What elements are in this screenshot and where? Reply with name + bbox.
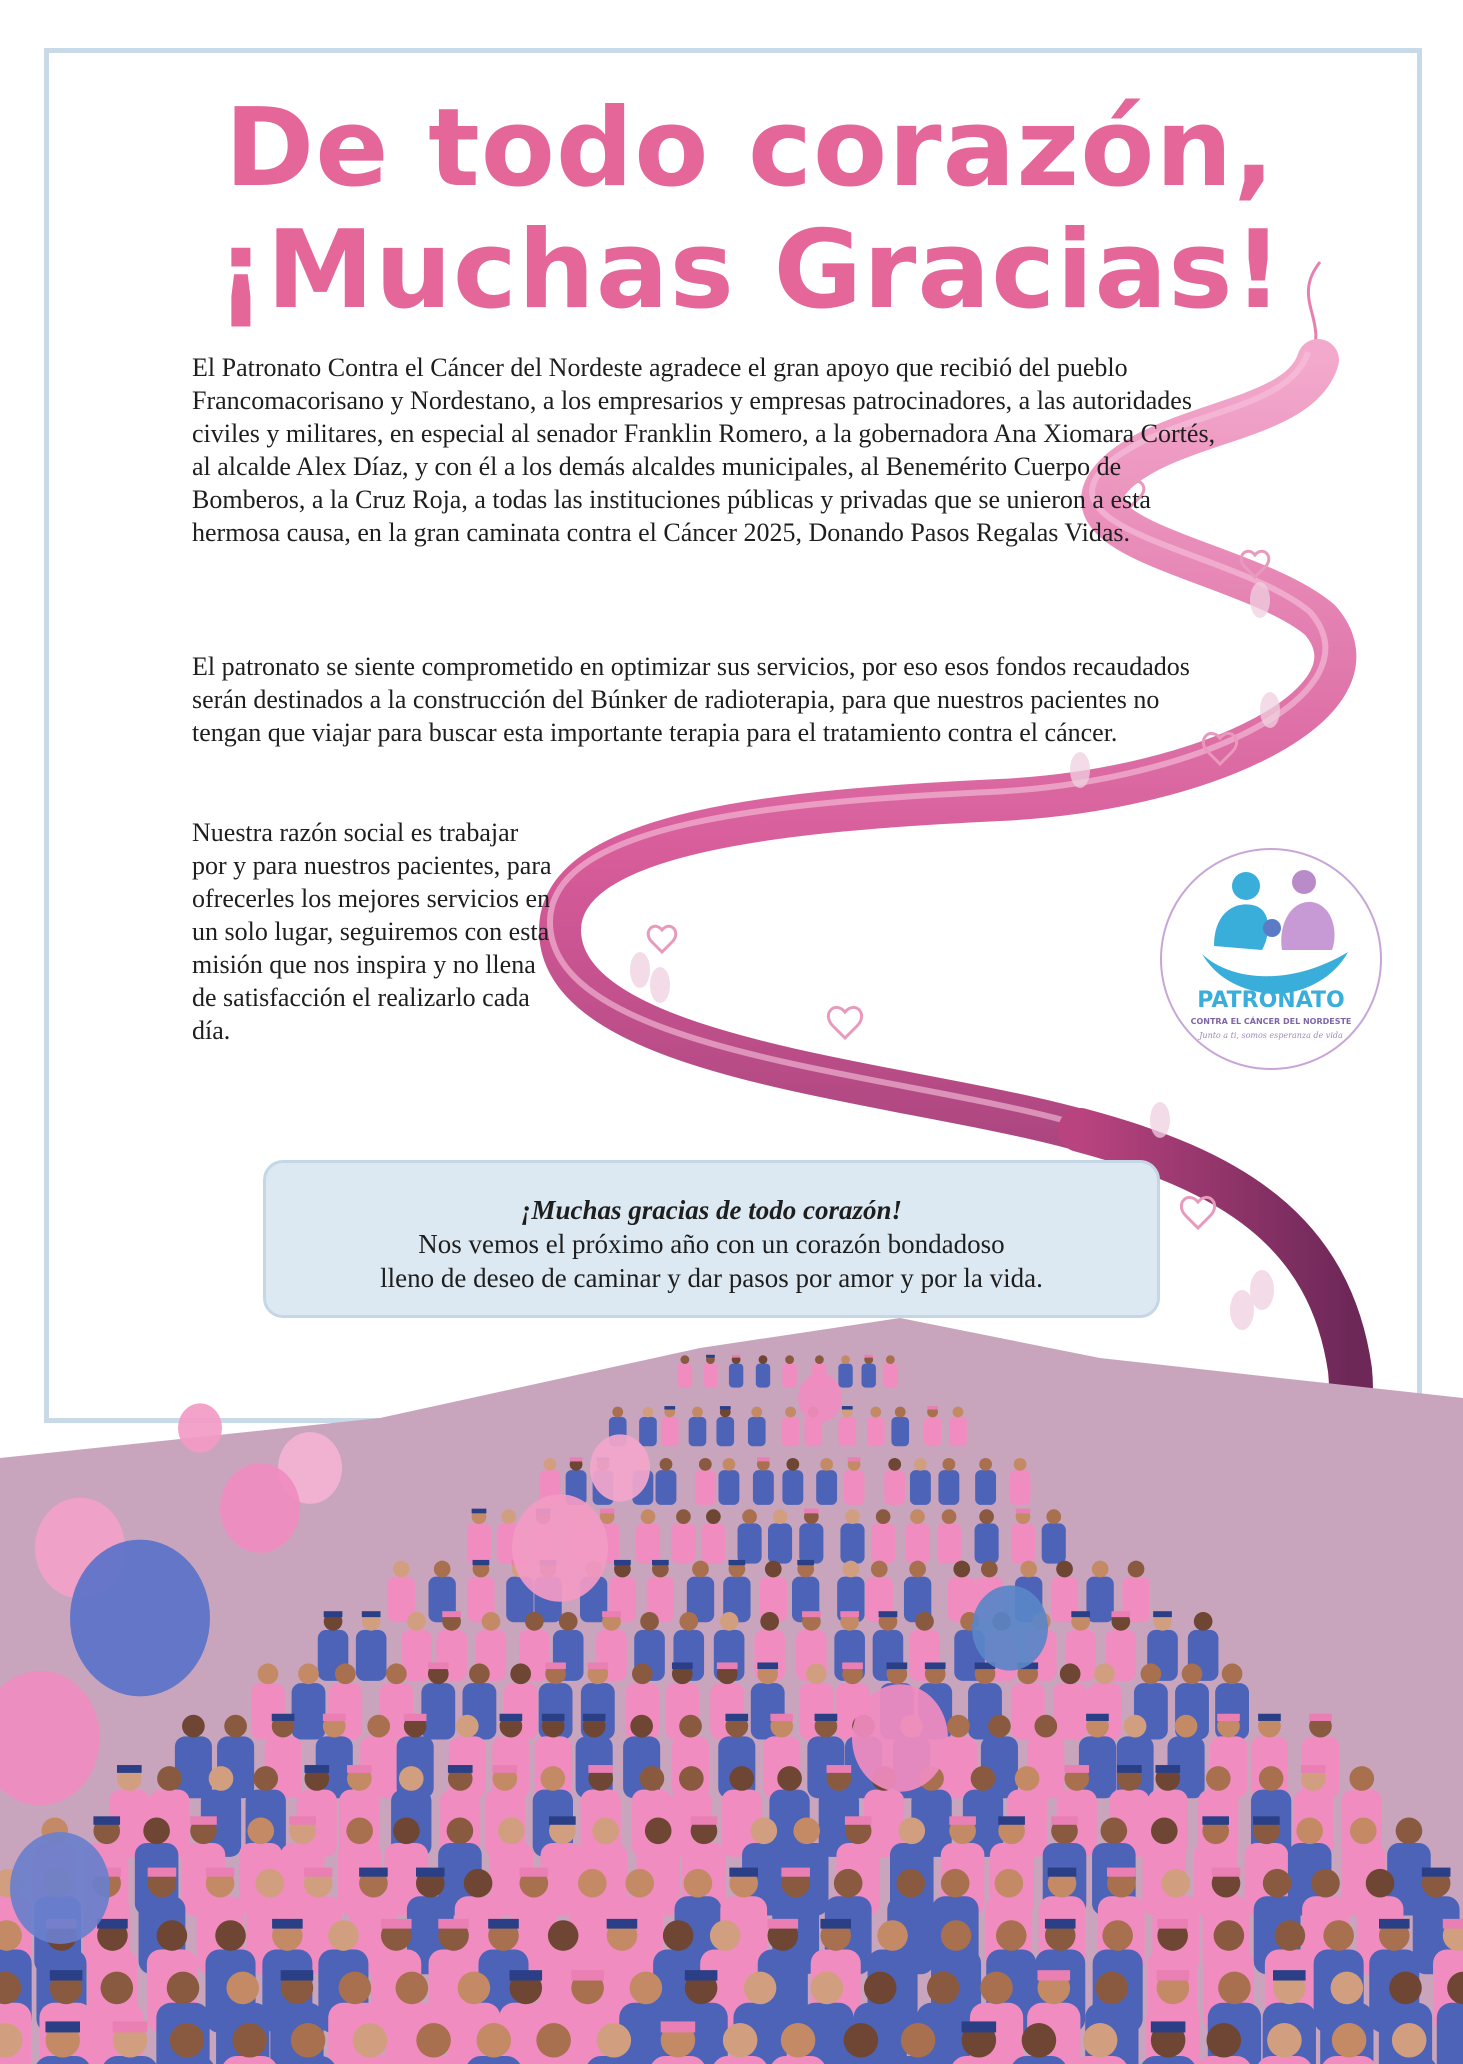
paragraph-mission: Nuestra razón social es trabajar por y para nuestros pacientes, para ofrecerles los mejores servicios en un solo lugar, seguiremos con esta misión que nos inspira y no llena de satisfacción el realizarlo cada día.: [192, 818, 552, 1045]
patronato-logo: [1160, 848, 1382, 1070]
title-line-1: De todo corazón,: [224, 86, 1276, 211]
logo-tagline: Junto a ti, somos esperanza de vida: [1199, 1031, 1343, 1040]
paragraph-thanks: El Patronato Contra el Cáncer del Nordeste agradece el gran apoyo que recibió del pueblo Francomacorisano y Nordestano, a los empresarios y empresas patrocinadores, a las autoridades civiles y militares, en especial al senador Franklin Romero, a la gobernadora Ana Xiomara Cortés, al alcalde Alex Díaz, y con él a los demás alcaldes municipales, al Benemérito Cuerpo de Bomberos, a la Cruz Roja, a todas las instituciones públicas y privadas que se unieron a esta hermosa causa, en la gran caminata contra el Cáncer 2025, Donando Pasos Regalas Vidas.: [192, 353, 1216, 547]
closing-message-box: [263, 1160, 1160, 1318]
closing-line-2: lleno de deseo de caminar y dar pasos por amor y por la vida.: [380, 1263, 1043, 1293]
closing-line-1: Nos vemos el próximo año con un corazón bondadoso: [418, 1229, 1005, 1259]
logo-name: PATRONATO: [1197, 988, 1345, 1013]
logo-subtitle: CONTRA EL CÁNCER DEL NORDESTE: [1190, 1017, 1352, 1026]
page-title: [190, 88, 1310, 332]
paragraph-commitment: El patronato se siente comprometido en optimizar sus servicios, por eso esos fondos recaudados serán destinados a la construcción del Búnker de radioterapia, para que nuestros pacientes no tengan que viajar para buscar esta importante terapia para el tratamiento contra el cáncer.: [192, 652, 1190, 747]
closing-heading: ¡Muchas gracias de todo corazón!: [520, 1195, 903, 1225]
title-line-2: ¡Muchas Gracias!: [216, 208, 1284, 333]
crowd-walk-photo: [0, 1318, 1463, 2064]
